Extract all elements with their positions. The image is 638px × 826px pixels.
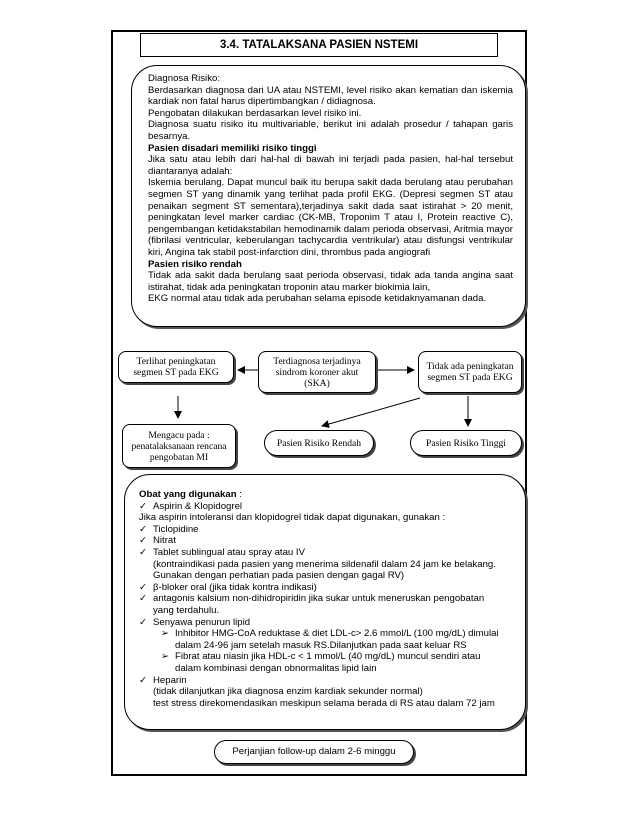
rv-failure-note: Gunakan dengan perhatian pada pasien dengan gagal RV) [153, 570, 405, 582]
low-risk-criteria: Tidak ada sakit dada berulang saat perioda observasi, tidak ada tanda angina saat istirahat, tidak ada peningkatan troponin atau marker biokimia lain, [148, 270, 513, 293]
stress-test-note: test stress direkomendasikan meskipun selama berada di RS atau dalam 72 jam [153, 697, 495, 709]
drug-sublingual: Tablet sublingual atau spray atau IV [153, 546, 306, 558]
high-risk-heading: Pasien disadari memiliki risiko tinggi [148, 142, 317, 154]
medication-item [139, 617, 513, 629]
arrow-no-st-to-low-risk [322, 398, 420, 426]
drug-beta-blocker: β-bloker oral (jika tidak kontra indikasi) [153, 581, 317, 593]
risk-intro-text: Berdasarkan diagnosa dari UA atau NSTEMI, level risiko akan kematian dan iskemia kardiak non fatal harus dipertimbangkan / didiagnosa. [148, 84, 513, 108]
no-st-elevation-box: Tidak ada peningkatan segmen ST pada EKG [418, 351, 522, 393]
low-risk-patient-box: Pasien Risiko Rendah [264, 430, 374, 456]
medication-box [124, 474, 526, 730]
high-risk-intro: Jika satu atau lebih dari hal-hal di bawah ini terjadi pada pasien, hal-hal tersebut diantaranya adalah: [148, 154, 513, 177]
risk-multivariable-text: Diagnosa suatu risiko itu multivariable, berikut ini adalah prosedur / tahapan garis besarnya. [148, 119, 513, 142]
low-risk-heading: Pasien risiko rendah [148, 258, 242, 270]
sildenafil-note: (kontraindikasi pada pasien yang menerima sildenafil dalam 24 jam ke belakang. [153, 558, 496, 570]
check-icon: ✓ [139, 546, 148, 558]
follow-up-box: Perjanjian follow-up dalam 2-6 minggu [214, 740, 414, 764]
fibrate-text: Fibrat atau niasin jika HDL-c < 1 mmol/L (40 mg/dL) muncul sendiri atau [175, 651, 481, 663]
high-risk-patient-box: Pasien Risiko Tinggi [410, 430, 522, 456]
medication-item [139, 547, 513, 559]
medication-heading-line [139, 489, 513, 501]
fibrate-text-cont: dalam kombinasi dengan obnormalitas lipid lain [175, 662, 377, 674]
risk-heading: Diagnosa Risiko: [148, 73, 220, 84]
check-icon: ✓ [139, 500, 148, 512]
drug-calcium-antagonist: antagonis kalsium non-dihidropiridin jika sukar untuk meneruskan pengobatan [153, 593, 485, 605]
heparin-note: (tidak dilanjutkan jika diagnosa enzim kardiak sekunder normal) [153, 686, 423, 698]
lipid-sub-item [139, 651, 513, 663]
medication-item [139, 675, 513, 687]
drug-nitrate: Nitrat [153, 535, 176, 547]
check-icon: ✓ [139, 523, 148, 535]
check-icon: ✓ [139, 535, 148, 547]
statin-text-cont: dalam 24-96 jam setelah masuk RS.Dilanjutkan pada saat keluar RS [175, 639, 467, 651]
medication-heading: Obat yang digunakan [139, 489, 237, 500]
aspirin-intolerance-note: Jika aspirin intoleransi dan klopidogrel tidak dapat digunakan, gunakan : [139, 512, 446, 524]
check-icon: ✓ [139, 581, 148, 593]
risk-treatment-text: Pengobatan dilakukan berdasarkan level risiko ini. [148, 107, 362, 119]
check-icon: ✓ [139, 616, 148, 628]
drug-ticlopidine: Ticlopidine [153, 523, 199, 535]
medication-item [139, 582, 513, 594]
calcium-antagonist-cont: yang terdahulu. [153, 604, 220, 616]
mi-plan-box: Mengacu pada : penatalaksanaan rencana pengobatan MI [122, 424, 236, 468]
check-icon: ✓ [139, 593, 148, 605]
drug-lipid-lowering: Senyawa penurun lipid [153, 616, 251, 628]
lipid-sub-item [139, 628, 513, 640]
medication-item [139, 535, 513, 547]
medication-item [139, 524, 513, 536]
medication-item [139, 501, 513, 513]
check-icon: ✓ [139, 674, 148, 686]
high-risk-criteria: Iskemia berulang. Dapat muncul baik itu berupa sakit dada berulang atau perubahan segmen ST yang dinamik yang terlihat pada profil EKG. (Depresi segmen ST atau penaikan segment ST sementara),terjadinya sakit dada saat istirahat > 20 menit, peningkatan level marker cardiac (CK-MB, Troponim T atau I, Protein reactive C), pengembangan ketidakstabilan hemodinamik dalam perioda observasi, Aritmia mayor (fibrilasi ventricular, keberulangan tachycardia ventrikular) atau disfungsi ventrikular kiri, Angina tak stabil post-infarction dini, thrombus pada angiografi [148, 177, 513, 258]
medication-item [139, 593, 513, 605]
medication-heading-colon: : [236, 489, 242, 500]
low-risk-ekg: EKG normal atau tidak ada perubahan selama episode ketidaknyamanan dada. [148, 293, 487, 305]
drug-aspirin-clopidogrel: Aspirin & Klopidogrel [153, 500, 243, 512]
acs-diagnosis-box: Terdiagnosa terjadinya sindrom koroner akut (SKA) [258, 351, 376, 393]
page-title: 3.4. TATALAKSANA PASIEN NSTEMI [140, 33, 498, 57]
st-elevation-box: Terlihat peningkatan segmen ST pada EKG [118, 351, 234, 383]
drug-heparin: Heparin [153, 674, 187, 686]
arrow-bullet-icon: ➢ [161, 651, 170, 663]
arrow-bullet-icon: ➢ [161, 628, 170, 640]
statin-text: Inhibitor HMG-CoA reduktase & diet LDL-c> 2.6 mmol/L (100 mg/dL) dimulai [175, 628, 499, 640]
